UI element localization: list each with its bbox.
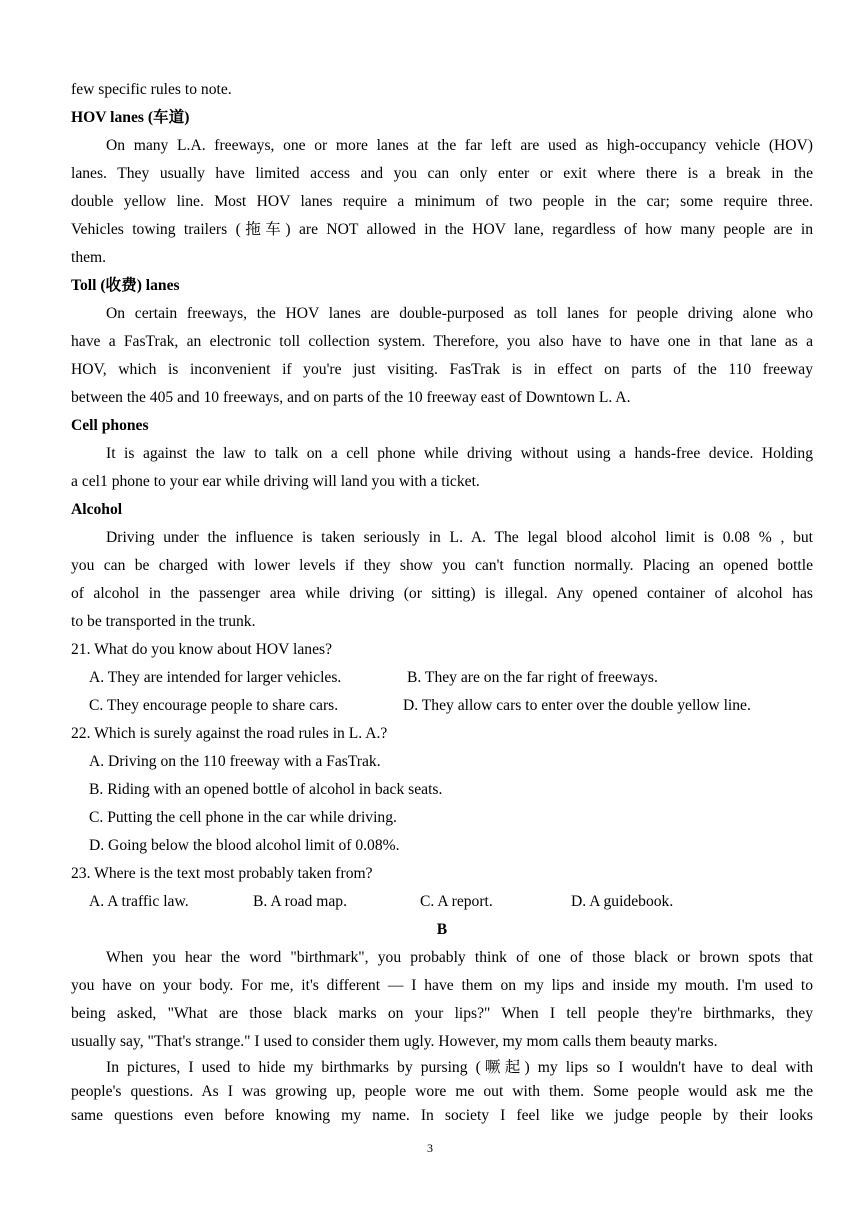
question-21-options-row-2 (71, 692, 813, 720)
hov-line-2: lanes. They usually have limited access and you can only enter or exit where there is a break in the (71, 165, 813, 182)
question-23-stem: 23. Where is the text most probably taken from? (71, 865, 373, 882)
hov-line-4: Vehicles towing trailers (拖车) are NOT allowed in the HOV lane, regardless of how many people are in (71, 221, 813, 238)
passage-b-p1-line-2: you have on your body. For me, it's different — I have them on my lips and inside my mouth. I'm used to (71, 977, 813, 994)
passage-b-p2-line-3: same questions even before knowing my name. In society I feel like we judge people by their looks (71, 1107, 813, 1124)
hov-line-5: them. (71, 249, 107, 266)
question-23-option-b: B. A road map. (253, 893, 347, 910)
passage-b-p1-line-3: being asked, "What are those black marks on your lips?" When I tell people they're birthmarks, they (71, 1005, 813, 1022)
toll-line-2: have a FasTrak, an electronic toll collection system. Therefore, you also have to have one in that lane as a (71, 333, 813, 350)
question-22-option-b: B. Riding with an opened bottle of alcohol in back seats. (89, 781, 443, 798)
toll-line-4: between the 405 and 10 freeways, and on parts of the 10 freeway east of Downtown L. A. (71, 389, 631, 406)
question-21-stem: 21. What do you know about HOV lanes? (71, 641, 333, 658)
heading-toll-lanes: Toll (收费) lanes (71, 277, 180, 294)
heading-hov-lanes: HOV lanes (车道) (71, 109, 190, 126)
passage-b-p2-line-1: In pictures, I used to hide my birthmarks by pursing (噘起) my lips so I wouldn't have to deal with (106, 1059, 813, 1076)
heading-cell-phones: Cell phones (71, 417, 149, 434)
toll-line-1: On certain freeways, the HOV lanes are double-purposed as toll lanes for people driving alone who (106, 305, 813, 322)
question-23-options-row (71, 888, 813, 916)
question-22-option-a: A. Driving on the 110 freeway with a FasTrak. (89, 753, 381, 770)
question-21-option-a: A. They are intended for larger vehicles. (89, 669, 342, 686)
passage-b-p2-line-2: people's questions. As I was growing up, people wore me out with them. Some people would ask me the (71, 1083, 813, 1100)
question-21-option-b: B. They are on the far right of freeways. (407, 669, 658, 686)
question-23-option-d: D. A guidebook. (571, 893, 674, 910)
alcohol-line-2: you can be charged with lower levels if they show you can't function normally. Placing an opened bottle (71, 557, 813, 574)
question-23-option-c: C. A report. (420, 893, 493, 910)
question-22-stem: 22. Which is surely against the road rules in L. A.? (71, 725, 388, 742)
cell-line-1: It is against the law to talk on a cell phone while driving without using a hands-free device. Holding (106, 445, 813, 462)
question-21-options-row-1 (71, 664, 813, 692)
passage-b-label: B (436, 921, 448, 938)
question-22-option-c: C. Putting the cell phone in the car while driving. (89, 809, 397, 826)
toll-line-3: HOV, which is inconvenient if you're just visiting. FasTrak is in effect on parts of the 110 freeway (71, 361, 813, 378)
alcohol-line-4: to be transported in the trunk. (71, 613, 256, 630)
passage-b-p1-line-4: usually say, "That's strange." I used to consider them ugly. However, my mom calls them beauty marks. (71, 1033, 718, 1050)
question-21-option-d: D. They allow cars to enter over the double yellow line. (403, 697, 751, 714)
heading-alcohol: Alcohol (71, 501, 123, 518)
question-22-option-d: D. Going below the blood alcohol limit of 0.08%. (89, 837, 400, 854)
passage-b-p1-line-1: When you hear the word "birthmark", you probably think of one of those black or brown spots that (106, 949, 813, 966)
alcohol-line-3: of alcohol in the passenger area while driving (or sitting) is illegal. Any opened container of alcohol has (71, 585, 813, 602)
intro-tail: few specific rules to note. (71, 81, 232, 98)
question-21-option-c: C. They encourage people to share cars. (89, 697, 339, 714)
document-page (71, 76, 813, 1128)
cell-line-2: a cel1 phone to your ear while driving will land you with a ticket. (71, 473, 480, 490)
question-23-option-a: A. A traffic law. (89, 893, 189, 910)
page-number: 3 (427, 1141, 433, 1155)
hov-line-1: On many L.A. freeways, one or more lanes at the far left are used as high-occupancy vehicle (HOV) (106, 137, 813, 154)
alcohol-line-1: Driving under the influence is taken seriously in L. A. The legal blood alcohol limit is 0.08 % , but (106, 529, 813, 546)
hov-line-3: double yellow line. Most HOV lanes require a minimum of two people in the car; some require three. (71, 193, 813, 210)
